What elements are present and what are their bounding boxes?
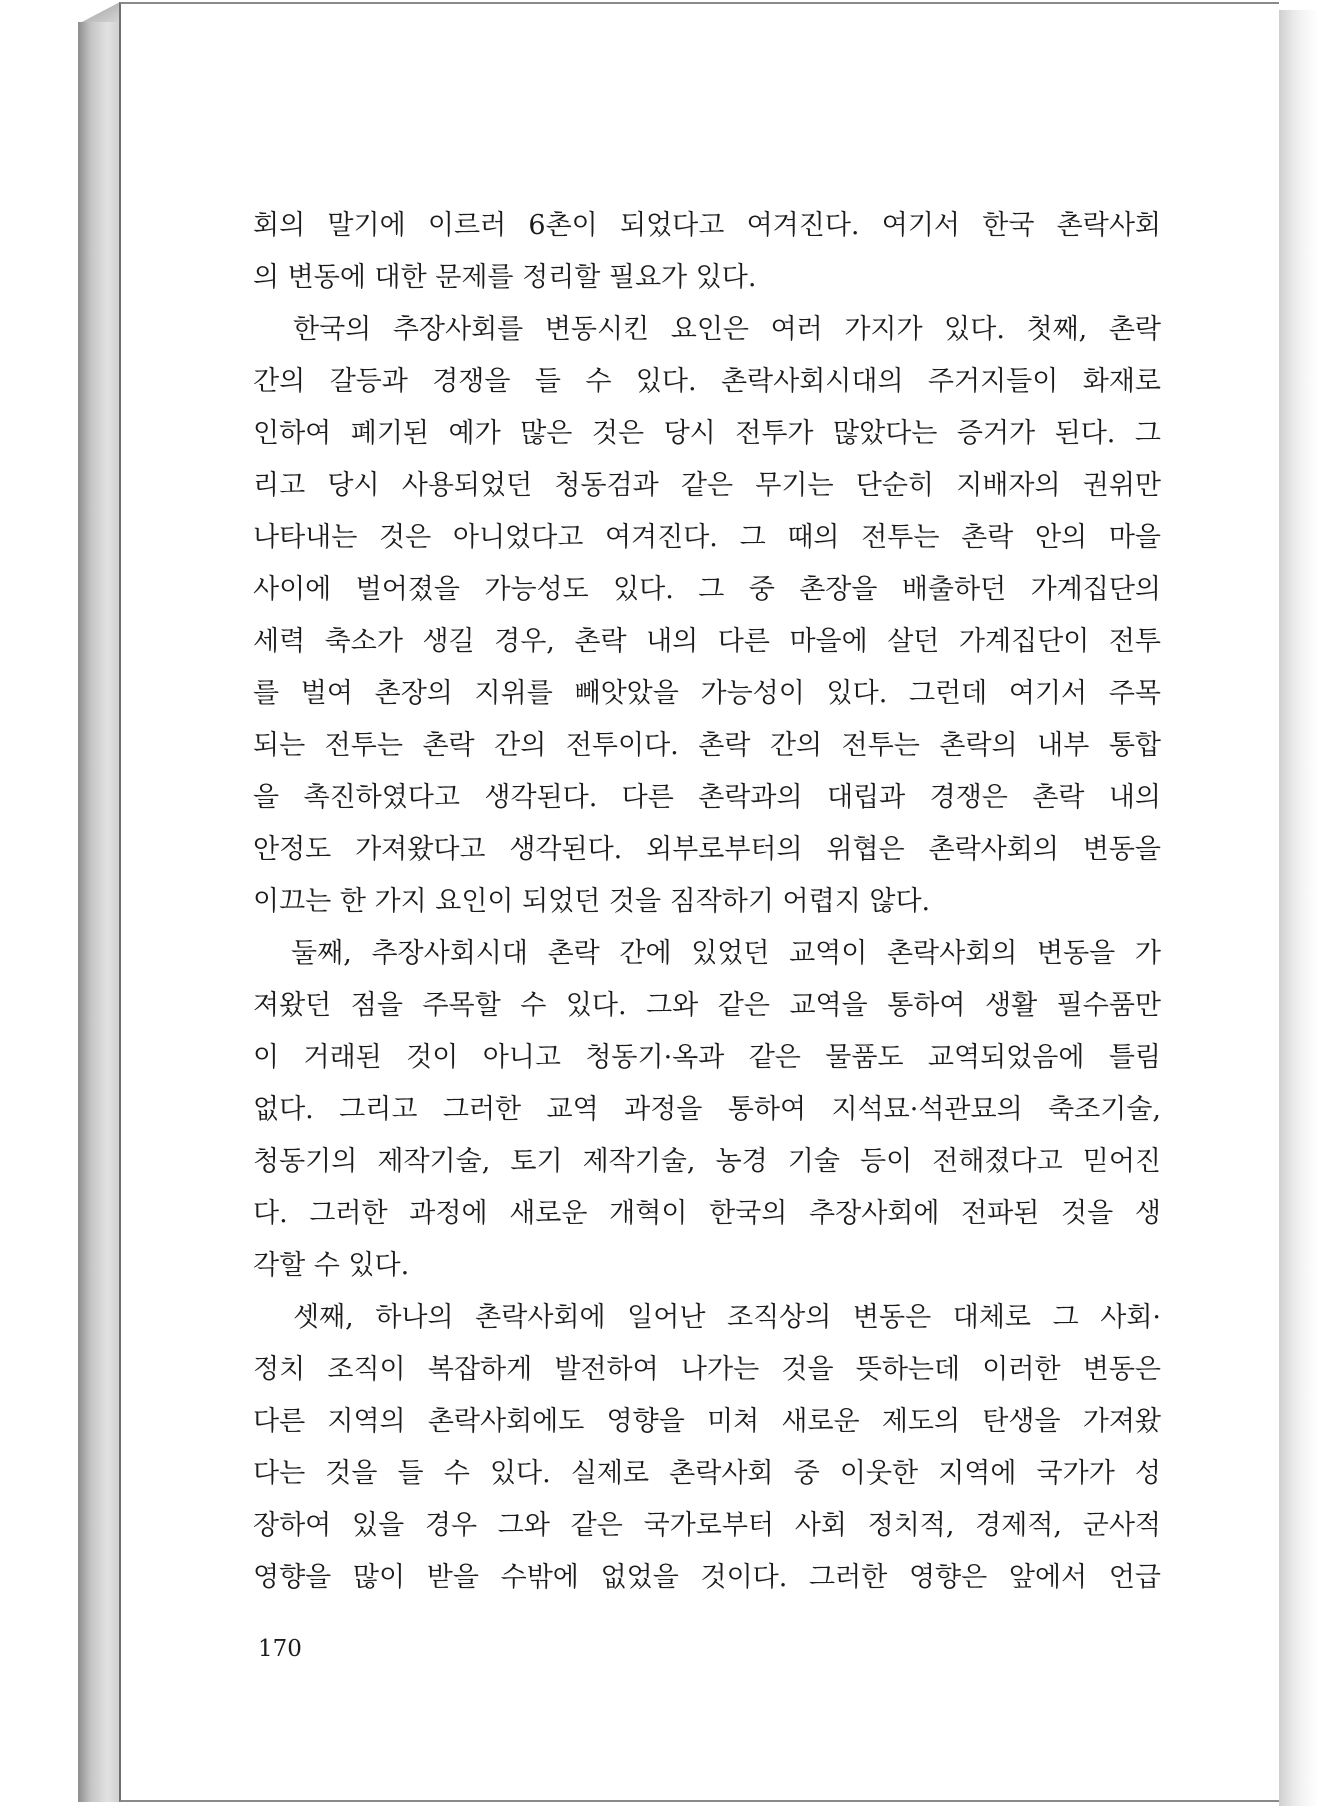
text-line: 의 변동에 대한 문제를 정리할 필요가 있다.	[253, 262, 757, 293]
text-line: 되는 전투는 촌락 간의 전투이다. 촌락 간의 전투는 촌락의 내부 통합	[253, 730, 1161, 761]
text-line: 셋째, 하나의 촌락사회에 일어난 조직상의 변동은 대체로 그 사회·	[253, 1302, 1161, 1333]
text-line: 없다. 그리고 그러한 교역 과정을 통하여 지석묘·석관묘의 축조기술,	[253, 1094, 1161, 1125]
text-line: 한국의 추장사회를 변동시킨 요인은 여러 가지가 있다. 첫째, 촌락	[253, 314, 1161, 345]
text-line: 인하여 폐기된 예가 많은 것은 당시 전투가 많았다는 증거가 된다. 그	[253, 418, 1161, 449]
text-line: 간의 갈등과 경쟁을 들 수 있다. 촌락사회시대의 주거지들이 화재로	[253, 366, 1161, 397]
page-number: 170	[258, 1636, 302, 1662]
page-shadow	[1279, 10, 1319, 1806]
text-line: 안정도 가져왔다고 생각된다. 외부로부터의 위협은 촌락사회의 변동을	[253, 834, 1161, 865]
text-line: 청동기의 제작기술, 토기 제작기술, 농경 기술 등이 전해졌다고 믿어진	[253, 1146, 1161, 1177]
text-line: 다. 그러한 과정에 새로운 개혁이 한국의 추장사회에 전파된 것을 생	[253, 1198, 1161, 1229]
text-line: 정치 조직이 복잡하게 발전하여 나가는 것을 뜻하는데 이러한 변동은	[253, 1354, 1161, 1385]
text-line: 장하여 있을 경우 그와 같은 국가로부터 사회 정치적, 경제적, 군사적	[253, 1510, 1161, 1541]
book-edge-top	[78, 2, 120, 24]
text-line: 을 촉진하였다고 생각된다. 다른 촌락과의 대립과 경쟁은 촌락 내의	[253, 782, 1161, 813]
text-line: 각할 수 있다.	[253, 1250, 410, 1281]
body-text	[253, 200, 1161, 1604]
text-line: 져왔던 점을 주목할 수 있다. 그와 같은 교역을 통하여 생활 필수품만	[253, 990, 1161, 1021]
text-line: 회의 말기에 이르러 6촌이 되었다고 여겨진다. 여기서 한국 촌락사회	[253, 210, 1161, 241]
text-line: 이끄는 한 가지 요인이 되었던 것을 짐작하기 어렵지 않다.	[253, 886, 931, 917]
text-line: 리고 당시 사용되었던 청동검과 같은 무기는 단순히 지배자의 권위만	[253, 470, 1161, 501]
text-line: 다는 것을 들 수 있다. 실제로 촌락사회 중 이웃한 지역에 국가가 성	[253, 1458, 1161, 1489]
book-page-stack-edge	[78, 22, 120, 1802]
text-line: 사이에 벌어졌을 가능성도 있다. 그 중 촌장을 배출하던 가계집단의	[253, 574, 1161, 605]
text-line: 둘째, 추장사회시대 촌락 간에 있었던 교역이 촌락사회의 변동을 가	[253, 938, 1161, 969]
text-line: 다른 지역의 촌락사회에도 영향을 미쳐 새로운 제도의 탄생을 가져왔	[253, 1406, 1161, 1437]
text-line: 이 거래된 것이 아니고 청동기·옥과 같은 물품도 교역되었음에 틀림	[253, 1042, 1161, 1073]
text-line: 세력 축소가 생길 경우, 촌락 내의 다른 마을에 살던 가계집단이 전투	[253, 626, 1161, 657]
text-line: 나타내는 것은 아니었다고 여겨진다. 그 때의 전투는 촌락 안의 마을	[253, 522, 1161, 553]
text-line: 영향을 많이 받을 수밖에 없었을 것이다. 그러한 영향은 앞에서 언급	[253, 1562, 1161, 1593]
text-line: 를 벌여 촌장의 지위를 빼앗았을 가능성이 있다. 그런데 여기서 주목	[253, 678, 1161, 709]
